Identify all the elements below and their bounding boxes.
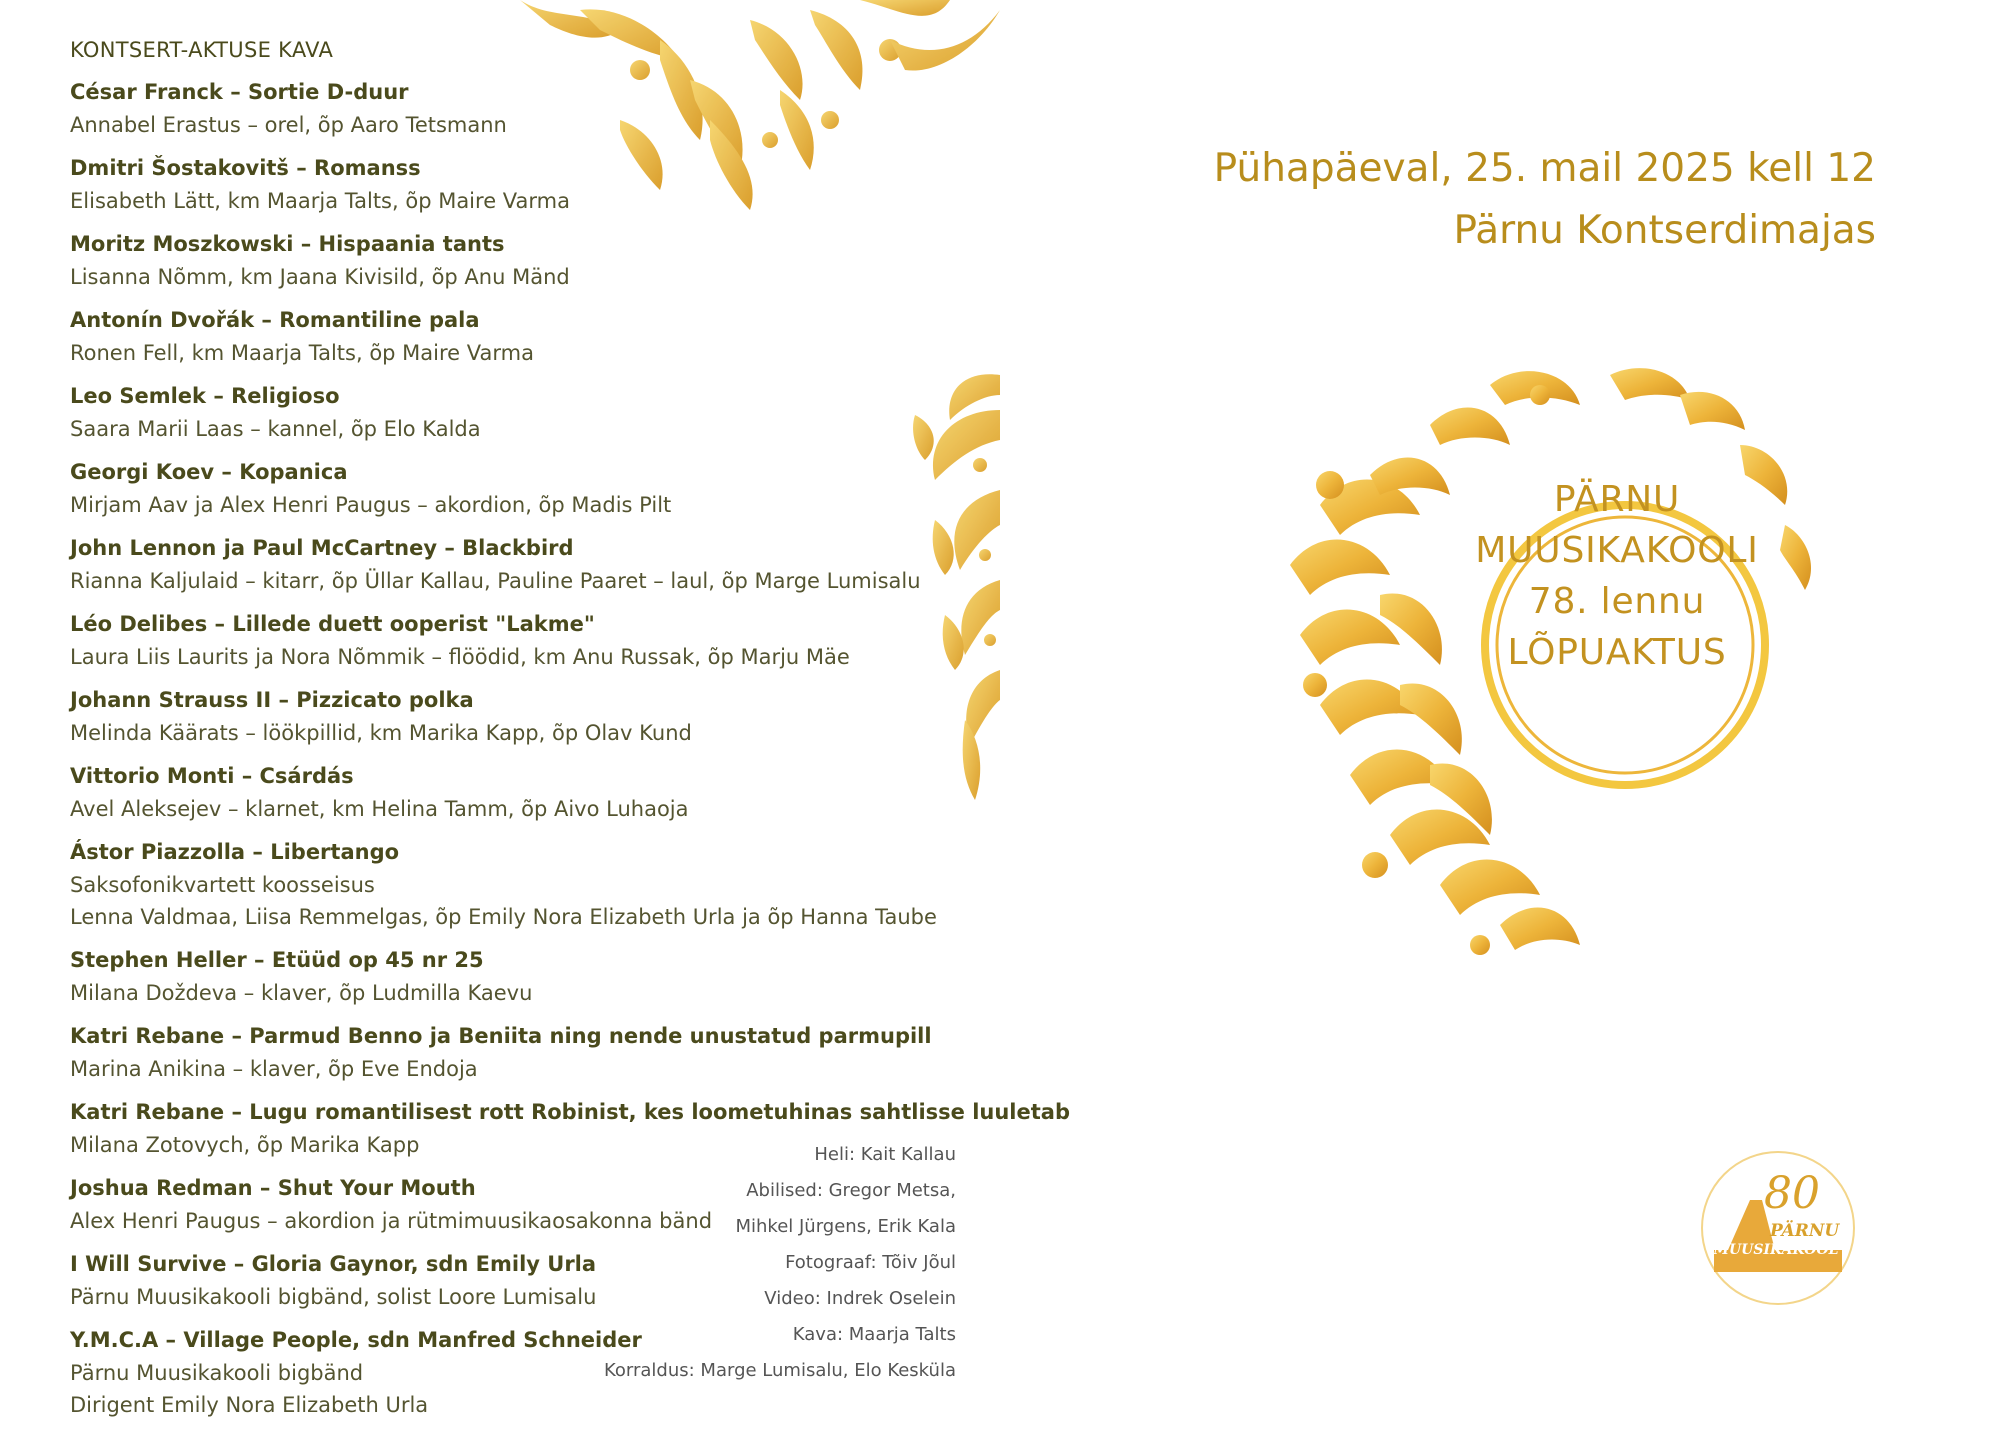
credit-line: Korraldus: Marge Lumisalu, Elo Kesküla (604, 1360, 956, 1381)
program-item-performers: Elisabeth Lätt, km Maarja Talts, õp Maire Varma (70, 189, 570, 213)
program-item-title: Dmitri Šostakovitš – Romanss (70, 156, 421, 180)
credit-line: Kava: Maarja Talts (792, 1324, 956, 1345)
program-item-performers: Alex Henri Paugus – akordion ja rütmimuusikaosakonna bänd (70, 1209, 713, 1233)
program-item-performers: Lisanna Nõmm, km Jaana Kivisild, õp Anu Mänd (70, 265, 570, 289)
program-item-performers: Milana Doždeva – klaver, õp Ludmilla Kaevu (70, 981, 533, 1005)
program-item (70, 1020, 970, 1085)
program-item-title: Ástor Piazzolla – Libertango (70, 840, 400, 864)
credit-line: Mihkel Jürgens, Erik Kala (735, 1216, 956, 1237)
program-item-performers: Dirigent Emily Nora Elizabeth Urla (70, 1393, 429, 1417)
program-item-performers: Laura Liis Laurits ja Nora Nõmmik – flöödid, km Anu Russak, õp Marju Mäe (70, 645, 850, 669)
program-item (70, 684, 970, 749)
program-item (70, 836, 970, 933)
program-item-performers: Pärnu Muusikakooli bigbänd, solist Loore Lumisalu (70, 1285, 597, 1309)
emblem-line-1: PÄRNU (1553, 479, 1681, 520)
program-item-title: Katri Rebane – Lugu romantilisest rott Robinist, kes loometuhinas sahtlisse luuletab (70, 1100, 1070, 1124)
program-item-title: Johann Strauss II – Pizzicato polka (70, 688, 474, 712)
program-item-performers: Annabel Erastus – orel, õp Aaro Tetsmann (70, 113, 507, 137)
program-item-performers: Avel Aleksejev – klarnet, km Helina Tamm, õp Aivo Luhaoja (70, 797, 689, 821)
program-item-performers: Ronen Fell, km Maarja Talts, õp Maire Varma (70, 341, 534, 365)
program-item-performers: Saara Marii Laas – kannel, õp Elo Kalda (70, 417, 481, 441)
emblem-title (1462, 474, 1772, 678)
credit-line: Abilised: Gregor Metsa, (746, 1180, 956, 1201)
program-item-title: Antonín Dvořák – Romantiline pala (70, 308, 480, 332)
program-item-title: Léo Delibes – Lillede duett ooperist "Lakme" (70, 612, 595, 636)
event-venue: Pärnu Kontserdimajas (1453, 208, 1876, 253)
logo-number: 80 (1764, 1168, 1820, 1219)
program-item-title: Leo Semlek – Religioso (70, 384, 340, 408)
program-item-title: Georgi Koev – Kopanica (70, 460, 348, 484)
program-item (70, 456, 970, 521)
program-item (70, 304, 970, 369)
program-item-performers: Saksofonikvartett koosseisus (70, 873, 375, 897)
program-item-performers: Mirjam Aav ja Alex Henri Paugus – akordion, õp Madis Pilt (70, 493, 672, 517)
program-item-performers: Pärnu Muusikakooli bigbänd (70, 1361, 364, 1385)
credit-line: Heli: Kait Kallau (814, 1144, 956, 1165)
program-item-title: I Will Survive – Gloria Gaynor, sdn Emily Urla (70, 1252, 597, 1276)
program-item-performers: Milana Zotovych, õp Marika Kapp (70, 1133, 420, 1157)
emblem-line-4: LÕPUAKTUS (1507, 632, 1727, 673)
program-item-title: Moritz Moszkowski – Hispaania tants (70, 232, 505, 256)
program-item (70, 76, 970, 141)
program-item (70, 760, 970, 825)
program-item-title: Joshua Redman – Shut Your Mouth (70, 1176, 476, 1200)
event-info (1214, 138, 1876, 262)
program-item (70, 608, 970, 673)
program-item-title: Y.M.C.A – Village People, sdn Manfred Schneider (70, 1328, 642, 1352)
program-item-title: Katri Rebane – Parmud Benno ja Beniita ning nende unustatud parmupill (70, 1024, 932, 1048)
program-heading: KONTSERT-AKTUSE KAVA (70, 38, 334, 62)
program-item-performers: Melinda Käärats – löökpillid, km Marika Kapp, õp Olav Kund (70, 721, 692, 745)
program-item (70, 380, 970, 445)
credits (560, 1137, 956, 1389)
emblem-line-3: 78. lennu (1528, 581, 1706, 622)
program-item-title: César Franck – Sortie D-duur (70, 80, 409, 104)
program-item-title: John Lennon ja Paul McCartney – Blackbird (70, 536, 574, 560)
logo-name-line-1: PÄRNU (1770, 1221, 1840, 1241)
program-item (70, 152, 970, 217)
program-item-performers: Marina Anikina – klaver, õp Eve Endoja (70, 1057, 478, 1081)
program-item-performers: Rianna Kaljulaid – kitarr, õp Üllar Kallau, Pauline Paaret – laul, õp Marge Lumisalu (70, 569, 921, 593)
program-item (70, 944, 970, 1009)
credit-line: Fotograaf: Tõiv Jõul (785, 1252, 956, 1273)
emblem-line-2: MUUSIKAKOOLI (1475, 530, 1759, 571)
program-item-title: Stephen Heller – Etüüd op 45 nr 25 (70, 948, 484, 972)
program-item-performers: Lenna Valdmaa, Liisa Remmelgas, õp Emily Nora Elizabeth Urla ja õp Hanna Taube (70, 905, 937, 929)
program-item (70, 228, 970, 293)
program-item (70, 532, 970, 597)
program-item-title: Vittorio Monti – Csárdás (70, 764, 354, 788)
logo-name-line-2: MUUSIKAKOOL (1713, 1242, 1839, 1258)
event-date: Pühapäeval, 25. mail 2025 kell 12 (1213, 146, 1876, 191)
credit-line: Video: Indrek Oselein (764, 1288, 956, 1309)
